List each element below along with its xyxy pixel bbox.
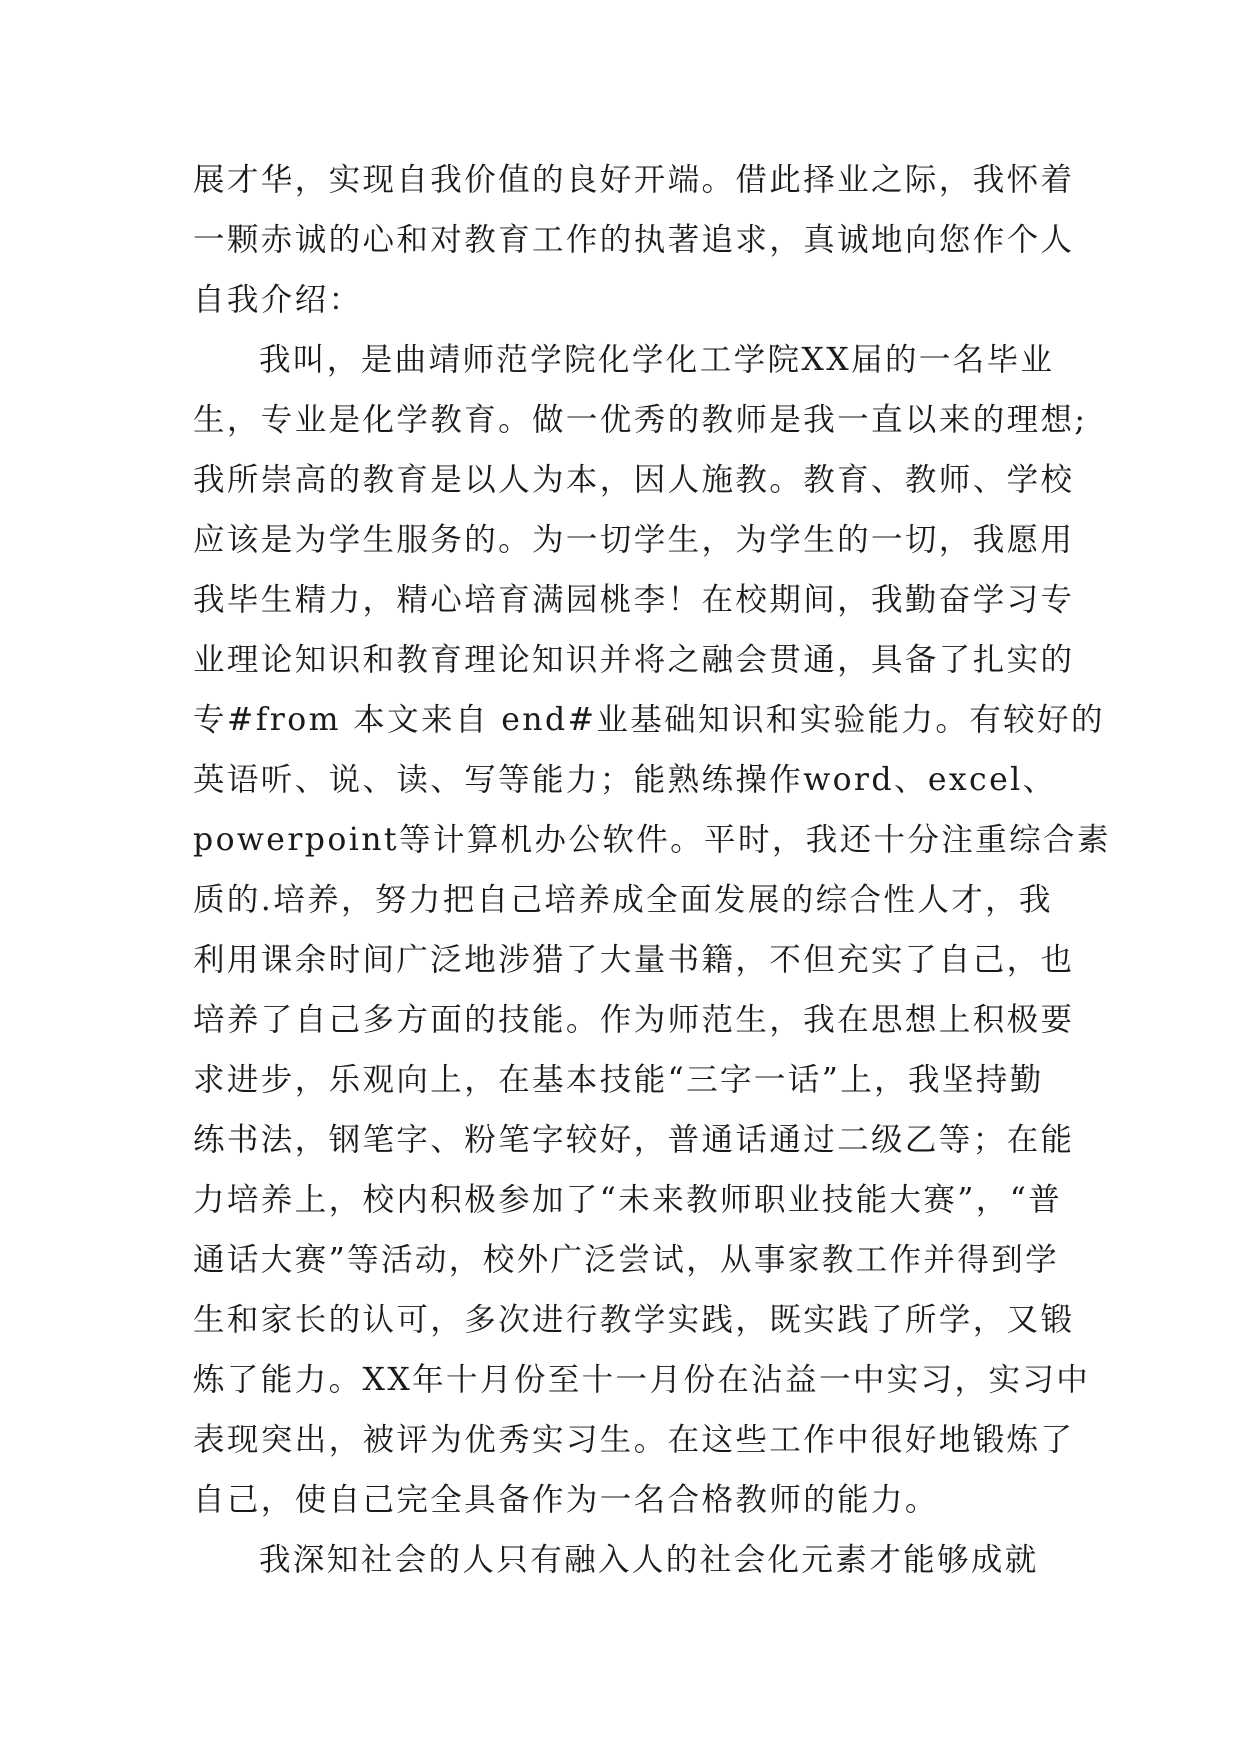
text-line: powerpoint等计算机办公软件。平时，我还十分注重综合素 xyxy=(193,822,1111,858)
paragraph-start-line: 我叫，是曲靖师范学院化学化工学院XX届的一名毕业 xyxy=(259,342,1055,378)
text-line: 表现突出，被评为优秀实习生。在这些工作中很好地锻炼了 xyxy=(193,1422,1075,1458)
text-line: 我毕生精力，精心培育满园桃李！在校期间，我勤奋学习专 xyxy=(193,582,1075,618)
text-line: 我所崇高的教育是以人为本，因人施教。教育、教师、学校 xyxy=(193,462,1075,498)
paragraph-start-line: 我深知社会的人只有融入人的社会化元素才能够成就 xyxy=(259,1542,1039,1578)
text-line: 生，专业是化学教育。做一优秀的教师是我一直以来的理想; xyxy=(193,402,1088,438)
text-line: 专#from 本文来自 end#业基础知识和实验能力。有较好的 xyxy=(193,702,1105,738)
text-line: 质的.培养，努力把自己培养成全面发展的综合性人才，我 xyxy=(193,882,1053,918)
text-line: 业理论知识和教育理论知识并将之融会贯通，具备了扎实的 xyxy=(193,642,1075,678)
text-line: 利用课余时间广泛地涉猎了大量书籍，不但充实了自己，也 xyxy=(193,942,1075,978)
text-line: 通话大赛”等活动，校外广泛尝试，从事家教工作并得到学 xyxy=(193,1242,1060,1278)
text-line: 培养了自己多方面的技能。作为师范生，我在思想上积极要 xyxy=(193,1002,1075,1038)
text-line: 一颗赤诚的心和对教育工作的执著追求，真诚地向您作个人 xyxy=(193,222,1075,258)
text-line: 自己，使自己完全具备作为一名合格教师的能力。 xyxy=(193,1482,939,1518)
text-line: 求进步，乐观向上，在基本技能“三字一话”上，我坚持勤 xyxy=(193,1062,1044,1098)
text-line: 应该是为学生服务的。为一切学生，为学生的一切，我愿用 xyxy=(193,522,1075,558)
text-line: 力培养上，校内积极参加了“未来教师职业技能大赛”，“普 xyxy=(193,1182,1063,1218)
text-line: 生和家长的认可，多次进行教学实践，既实践了所学，又锻 xyxy=(193,1302,1075,1338)
text-line: 展才华，实现自我价值的良好开端。借此择业之际，我怀着 xyxy=(193,162,1075,198)
text-line: 自我介绍： xyxy=(193,282,363,318)
text-line: 英语听、说、读、写等能力；能熟练操作word、excel、 xyxy=(193,762,1057,798)
text-line: 炼了能力。XX年十月份至十一月份在沾益一中实习，实习中 xyxy=(193,1362,1091,1398)
text-line: 练书法，钢笔字、粉笔字较好，普通话通过二级乙等；在能 xyxy=(193,1122,1075,1158)
